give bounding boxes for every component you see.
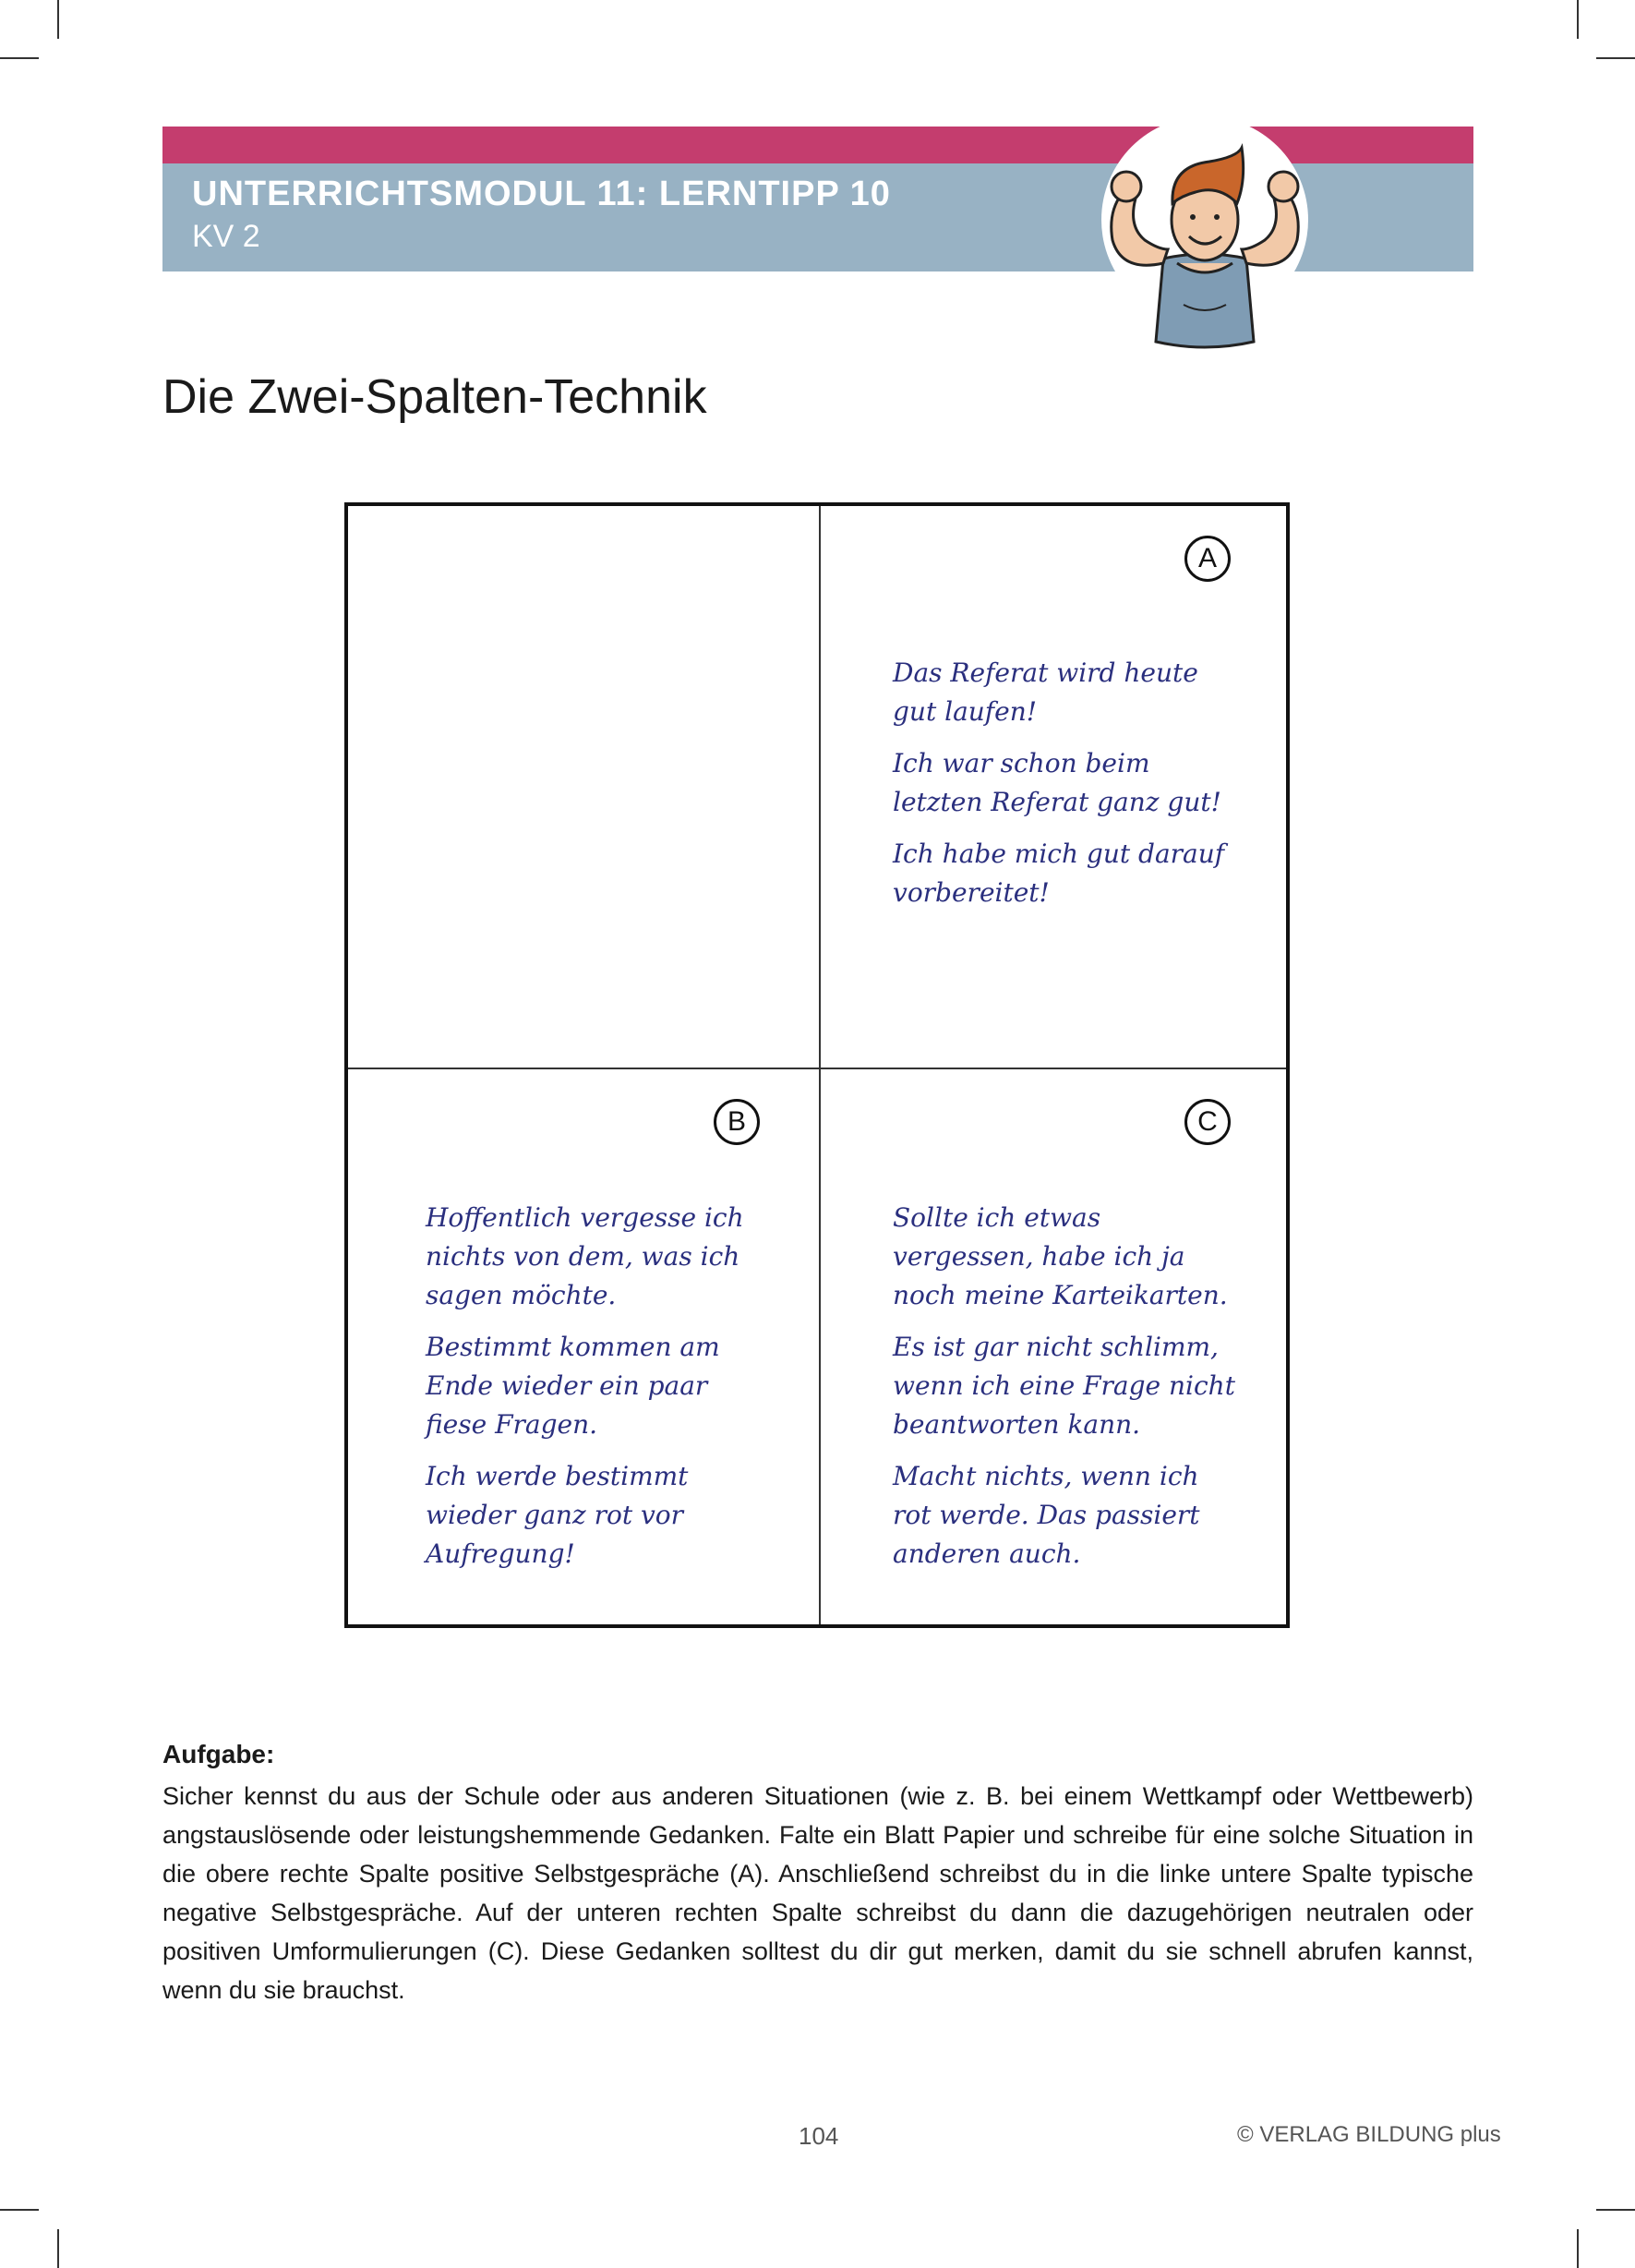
- task-label: Aufgabe:: [162, 1740, 275, 1768]
- page-title: Die Zwei-Spalten-Technik: [162, 370, 707, 424]
- note-line: Ich war schon beim letzten Referat ganz gut!: [893, 748, 1221, 817]
- note-line: Hoffentlich vergesse ich nichts von dem, was ich sagen möchte.: [426, 1202, 744, 1310]
- note-line: Das Referat wird heute gut laufen!: [893, 657, 1198, 727]
- crop-mark: [57, 2229, 59, 2268]
- flexing-mascot-illustration: [1071, 111, 1339, 360]
- crop-mark: [1596, 57, 1635, 59]
- task-instructions: Sicher kennst du aus der Schule oder aus anderen Situationen (wie z. B. bei einem Wettkampf oder Wettbewerb) angstauslösende oder leistungshemmende Gedanken. Falte ein Blatt Papier und schreibe für eine solche Situation in die obere rechte Spalte positive Selbstgespräche (A). Anschließend schreibst du in die linke untere Spalte typische negative Selbstgespräche. Auf der unteren rechten Spalte schreibst du dann die dazugehörigen neutralen oder positiven Umformulierungen (C). Diese Gedanken solltest du dir gut merken, damit du sie schnell abrufen kannst, wenn du sie brauchst.: [162, 1782, 1473, 2004]
- page-number: 104: [799, 2122, 839, 2150]
- crop-mark: [1577, 0, 1579, 39]
- module-title: UNTERRICHTSMODUL 11: LERNTIPP 10: [192, 175, 891, 213]
- note-line: Macht nichts, wenn ich rot werde. Das passiert anderen auch.: [893, 1461, 1200, 1569]
- crop-mark: [0, 57, 39, 59]
- note-line: Es ist gar nicht schlimm, wenn ich eine Frage nicht beantworten kann.: [893, 1332, 1235, 1440]
- note-line: Ich habe mich gut darauf vorbereitet!: [893, 838, 1225, 908]
- note-line: Ich werde bestimmt wieder ganz rot vor Aufregung!: [426, 1461, 689, 1569]
- badge-a: A: [1184, 536, 1231, 582]
- note-line: Bestimmt kommen am Ende wieder ein paar fiese Fragen.: [426, 1332, 720, 1440]
- copyright-notice: © VERLAG BILDUNG plus: [1237, 2122, 1501, 2147]
- crop-mark: [1577, 2229, 1579, 2268]
- badge-c: C: [1184, 1099, 1231, 1145]
- module-subtitle: KV 2: [192, 219, 260, 254]
- grid-horizontal-divider: [348, 1068, 1286, 1069]
- crop-mark: [0, 2209, 39, 2211]
- two-column-grid: [344, 502, 1290, 1628]
- cell-c-reformulations: [893, 1199, 1244, 1586]
- note-line: Sollte ich etwas vergessen, habe ich ja noch meine Karteikarten.: [893, 1202, 1228, 1310]
- cell-b-negative-thoughts: [426, 1199, 776, 1586]
- crop-mark: [1596, 2209, 1635, 2211]
- grid-vertical-divider: [819, 506, 821, 1624]
- cell-a-positive-thoughts: [893, 654, 1225, 925]
- badge-b: B: [714, 1099, 760, 1145]
- crop-mark: [57, 0, 59, 39]
